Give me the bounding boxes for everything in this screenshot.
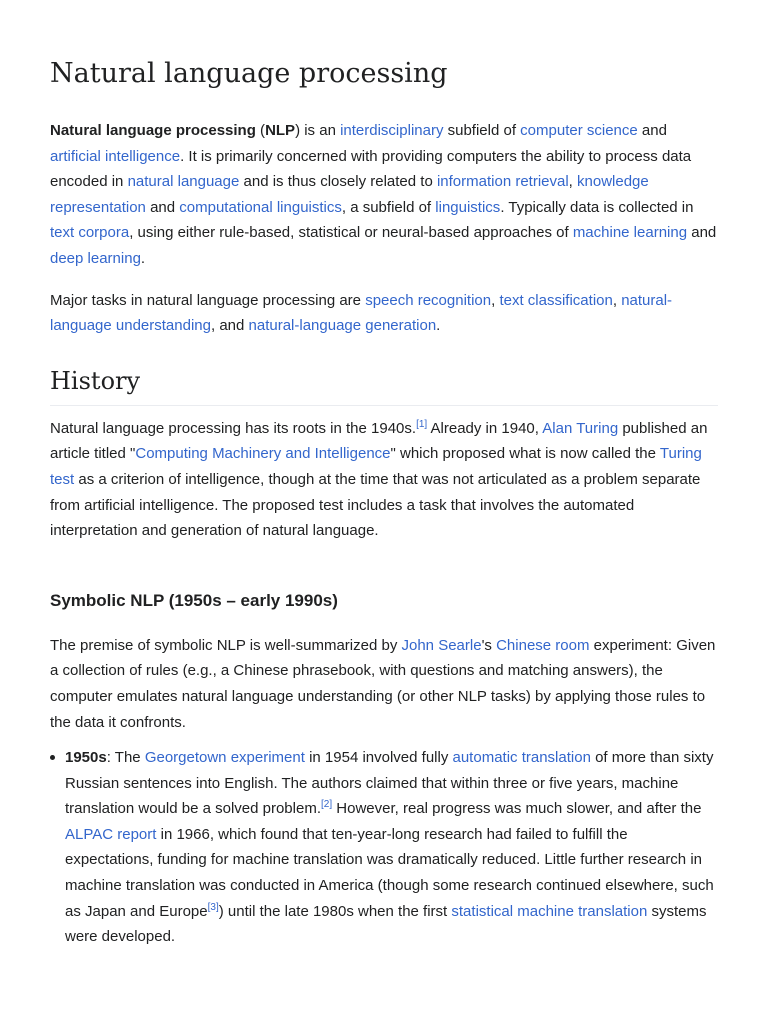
link-computer-science[interactable]: computer science (520, 122, 638, 139)
text: " which proposed what is now called the (390, 445, 660, 463)
text: and is thus closely related to (239, 173, 437, 191)
link-john-searle[interactable]: John Searle (401, 636, 482, 654)
link-machine-learning[interactable]: machine learning (572, 224, 688, 242)
link-georgetown-experiment[interactable]: Georgetown experiment (144, 749, 305, 767)
text: in 1966, which found that ten-year-long research had failed to fulfill the expectations, funding for machine translation was dramatically reduced. Little further research in machine translation was conducted in America (though some research continued elsewhere, such as Japan and Europe (65, 825, 714, 920)
text: , (491, 291, 500, 309)
text: Major tasks in natural language processing are (50, 291, 366, 309)
text: The premise of symbolic NLP is well-summarized by (50, 636, 402, 654)
text: and (637, 122, 667, 139)
text: , and (210, 317, 249, 335)
text: , (612, 291, 622, 309)
history-paragraph (50, 416, 718, 544)
text: ( (255, 122, 266, 139)
symbolic-paragraph (50, 633, 718, 735)
tasks-paragraph (50, 288, 718, 339)
link-deep-learning[interactable]: deep learning (50, 249, 141, 267)
term-bold: Natural language processing (50, 122, 256, 139)
page-title: Natural language processing (50, 58, 448, 89)
text: . (436, 317, 441, 335)
link-natural-language[interactable]: natural language (127, 173, 240, 191)
link-artificial-intelligence[interactable]: artificial intelligence (50, 147, 181, 165)
text: in 1954 involved fully (304, 749, 453, 767)
citation-1[interactable]: [1] (416, 418, 428, 430)
text: 's (481, 636, 497, 654)
link-text-corpora[interactable]: text corpora (50, 224, 130, 242)
list-item (65, 745, 718, 950)
link-computing-machinery[interactable]: Computing Machinery and Intelligence (135, 445, 391, 463)
text: published an article titled " (50, 419, 708, 463)
link-text-classification[interactable]: text classification (499, 291, 613, 309)
bullet-icon (50, 755, 55, 760)
text: systems were developed. (65, 902, 707, 946)
link-computational-linguistics[interactable]: computational linguistics (179, 198, 342, 216)
section-heading-history: History (50, 365, 718, 406)
text: experiment: Given a collection of rules (e.g., a Chinese phrasebook, with questions and matching answers), the computer emulates natural language understanding (or other NLP tasks) by applying those rules to the data it confronts. (50, 636, 716, 731)
text: . (140, 249, 146, 267)
link-information-retrieval[interactable]: information retrieval (436, 173, 569, 191)
text: and (145, 198, 180, 216)
text: However, real progress was much slower, and after the (332, 800, 702, 818)
link-natural-language-generation[interactable]: natural-language generation (248, 317, 437, 335)
term-bold: 1950s (65, 749, 107, 767)
text: and (687, 224, 717, 242)
text: , using either rule-based, statistical or neural-based approaches of (129, 224, 573, 242)
timeline-list (50, 745, 718, 950)
text: , (568, 173, 578, 191)
link-linguistics[interactable]: linguistics (435, 198, 501, 216)
link-alpac-report[interactable]: ALPAC report (65, 825, 157, 843)
link-speech-recognition[interactable]: speech recognition (365, 291, 492, 309)
link-chinese-room[interactable]: Chinese room (496, 636, 590, 654)
text: ) until the late 1980s when the first (218, 902, 452, 920)
link-natural-language-understanding[interactable]: natural-language understanding (50, 291, 673, 335)
citation-3[interactable]: [3] (207, 901, 219, 913)
intro-paragraph (50, 118, 718, 272)
link-statistical-machine-translation[interactable]: statistical machine translation (451, 902, 648, 920)
text: , a subfield of (341, 198, 436, 216)
text: Already in 1940, (427, 419, 543, 437)
link-automatic-translation[interactable]: automatic translation (452, 749, 591, 767)
link-turing-test[interactable]: Turing test (50, 445, 702, 488)
citation-2[interactable]: [2] (320, 799, 333, 811)
link-knowledge-representation[interactable]: knowledge representation (50, 173, 649, 216)
text: . Typically data is collected in (500, 198, 694, 216)
text: ) is an (295, 122, 341, 139)
text: Natural language processing has its roots in the 1940s. (50, 419, 417, 437)
link-interdisciplinary[interactable]: interdisciplinary (340, 122, 444, 139)
text: of more than sixty Russian sentences into English. The authors claimed that within three or five years, machine translation would be a solved problem. (65, 749, 714, 818)
text: subfield of (443, 122, 521, 139)
text: : The (106, 749, 145, 767)
link-alan-turing[interactable]: Alan Turing (542, 419, 619, 437)
text: as a criterion of intelligence, though at the time that was not articulated as a problem separate from artificial intelligence. The proposed test includes a task that involves the automated interpretation and generation of natural language. (50, 470, 701, 540)
acronym-bold: NLP (265, 122, 296, 139)
subsection-heading-symbolic: Symbolic NLP (1950s – early 1990s) (50, 590, 338, 610)
text: . It is primarily concerned with providing computers the ability to process data encoded in (50, 147, 692, 191)
